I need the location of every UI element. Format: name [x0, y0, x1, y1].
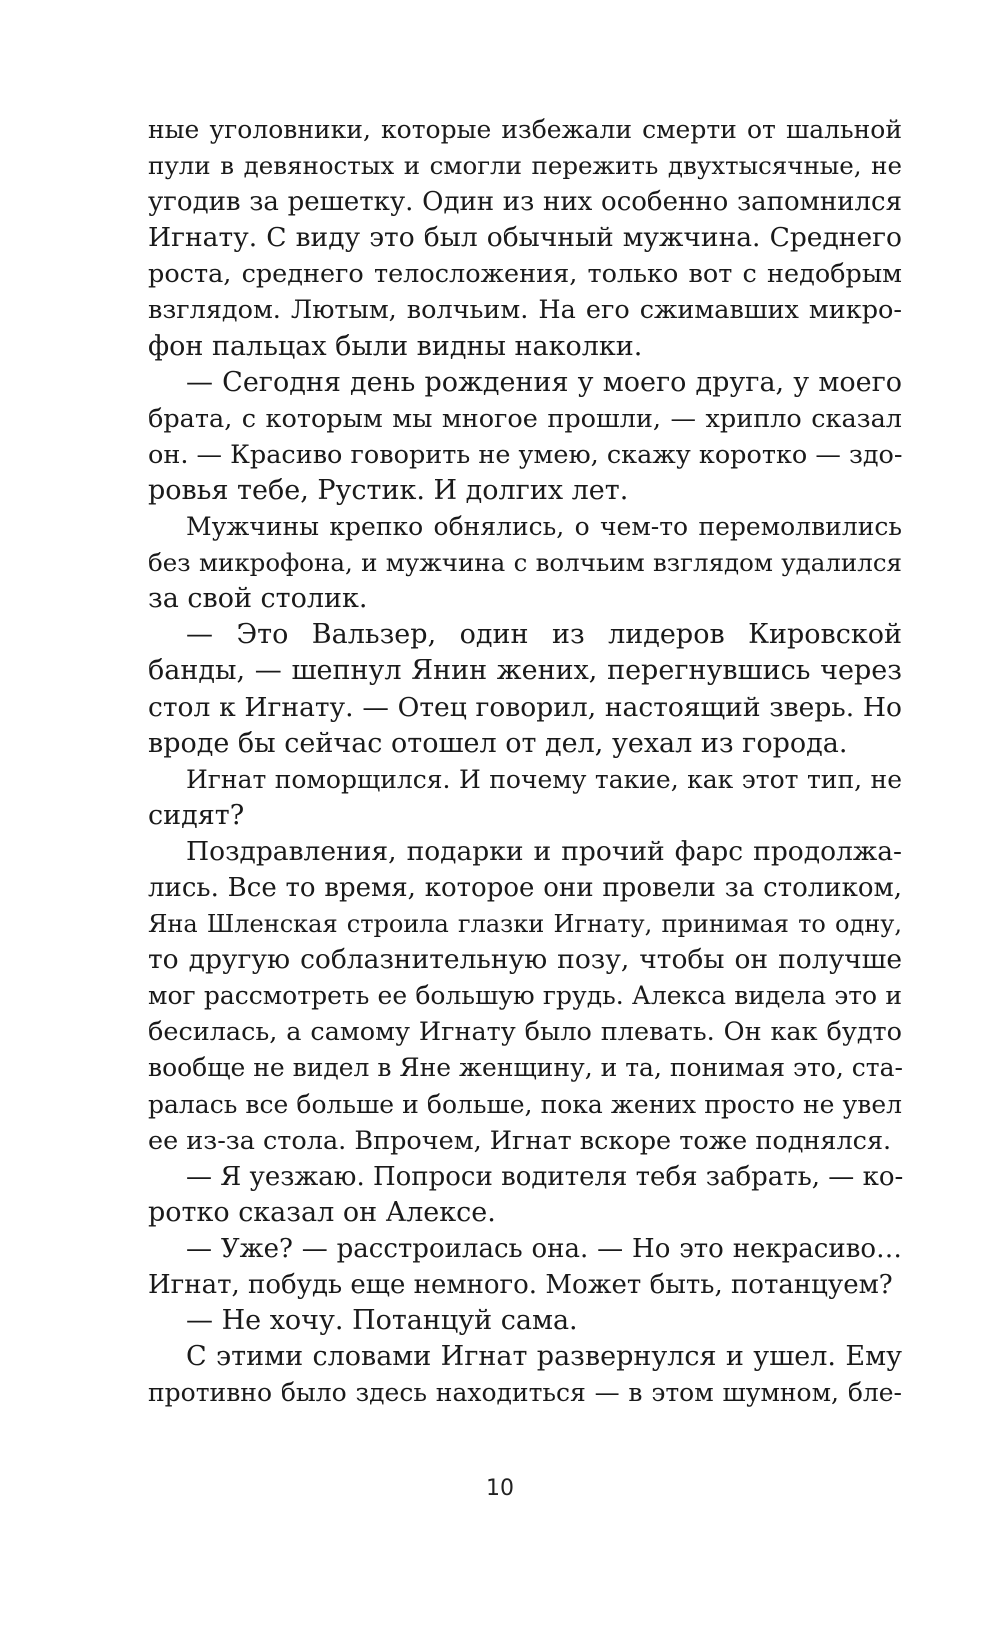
text-line: Мужчины крепко обнялись, о чем-то перемолвились [186, 512, 902, 542]
text-line: пули в девяностых и смогли пережить двухтысячные, не [148, 151, 902, 181]
text-line: вообще не видел в Яне женщину, и та, понимая это, ста- [148, 1053, 903, 1083]
text-line: — Сегодня день рождения у моего друга, у моего [186, 366, 902, 398]
text-line: противно было здесь находиться — в этом шумном, бле- [148, 1378, 902, 1408]
text-line: Игнат, побудь еще немного. Может быть, потанцуем? [148, 1270, 893, 1300]
text-line: мог рассмотреть ее большую грудь. Алекса видела это и [148, 981, 902, 1011]
text-line: сидят? [148, 799, 245, 831]
text-line: ралась все больше и больше, пока жених просто не увел [148, 1089, 902, 1119]
text-line: то другую соблазнительную позу, чтобы он получше [148, 944, 902, 976]
text-line: угодив за решетку. Один из них особенно запомнился [148, 187, 902, 218]
text-line: — Не хочу. Потанцуй сама. [186, 1305, 578, 1337]
text-line: — Уже? — расстроилась она. — Но это некрасиво… [186, 1233, 902, 1264]
text-line: взглядом. Лютым, волчьим. На его сжимавших микро- [148, 295, 902, 326]
text-line: лись. Все то время, которое они провели за столиком, [148, 872, 902, 903]
text-line: фон пальцах были видны наколки. [148, 330, 643, 362]
text-line: Игнату. С виду это был обычный мужчина. Среднего [148, 222, 902, 254]
page-body-text [148, 112, 902, 1411]
text-line: ее из-за стола. Впрочем, Игнат вскоре тоже поднялся. [148, 1125, 892, 1156]
page-number: 10 [486, 1476, 514, 1501]
text-line: ровья тебе, Рустик. И долгих лет. [148, 474, 629, 506]
text-line: вроде бы сейчас отошел от дел, уехал из города. [148, 727, 848, 759]
text-line: роста, среднего телосложения, только вот с недобрым [148, 259, 902, 290]
text-line: С этими словами Игнат развернулся и ушел. Ему [186, 1341, 902, 1373]
text-line: за свой столик. [148, 583, 368, 615]
text-line: без микрофона, и мужчина с волчьим взглядом удалился [148, 548, 902, 578]
text-line: ные уголовники, которые избежали смерти от шальной [148, 115, 902, 144]
text-line: брата, с которым мы многое прошли, — хрипло сказал [148, 403, 902, 434]
text-line: — Я уезжаю. Попроси водителя тебя забрать, — ко- [186, 1161, 904, 1192]
text-line: он. — Красиво говорить не умею, скажу коротко — здо- [148, 439, 903, 470]
text-line: Игнат поморщился. И почему такие, как этот тип, не [186, 764, 902, 794]
text-line: банды, — шепнул Янин жених, перегнувшись через [148, 655, 902, 687]
text-line: стол к Игнату. — Отец говорил, настоящий зверь. Но [148, 691, 902, 723]
text-line: бесилась, а самому Игнату было плевать. Он как будто [148, 1017, 902, 1048]
text-line: ротко сказал он Алексе. [148, 1196, 496, 1228]
text-line: Яна Шленская строила глазки Игнату, принимая то одну, [148, 910, 902, 939]
text-line: Поздравления, подарки и прочий фарс продолжа- [186, 835, 902, 867]
text-line: — Это Вальзер, один из лидеров Кировской [186, 619, 902, 651]
